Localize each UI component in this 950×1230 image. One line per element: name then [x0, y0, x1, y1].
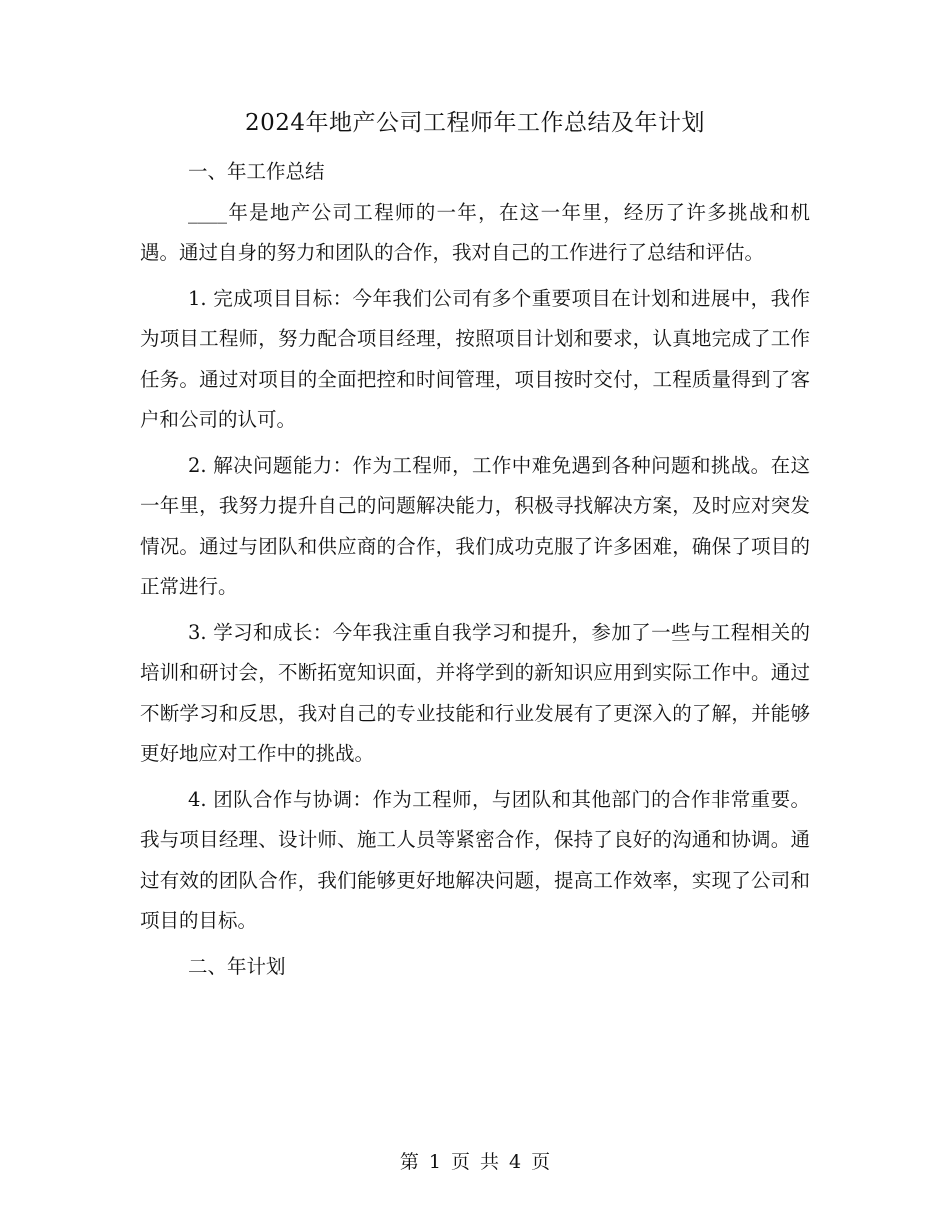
- list-item: 3. 学习和成长：今年我注重自我学习和提升，参加了一些与工程相关的培训和研讨会，不断拓宽知识面，并将学到的新知识应用到实际工作中。通过不断学习和反思，我对自己的专业技能和行业发展有了更深入的了解，并能够更好地应对工作中的挑战。: [140, 620, 810, 765]
- section-heading-summary: 一、年工作总结: [188, 160, 325, 183]
- section-heading-plan: 二、年计划: [188, 954, 286, 978]
- list-item: 1. 完成项目目标：今年我们公司有多个重要项目在计划和进展中，我作为项目工程师，努力配合项目经理，按照项目计划和要求，认真地完成了工作任务。通过对项目的全面把控和时间管理，项目按时交付，工程质量得到了客户和公司的认可。: [140, 286, 810, 431]
- list-item: 2. 解决问题能力：作为工程师，工作中难免遇到各种问题和挑战。在这一年里，我努力提升自己的问题解决能力，积极寻找解决方案，及时应对突发情况。通过与团队和供应商的合作，我们成功克服了许多困难，确保了项目的正常进行。: [140, 453, 810, 598]
- list-item: 4. 团队合作与协调：作为工程师，与团队和其他部门的合作非常重要。我与项目经理、设计师、施工人员等紧密合作，保持了良好的沟通和协调。通过有效的团队合作，我们能够更好地解决问题，提高工作效率，实现了公司和项目的目标。: [140, 787, 810, 932]
- document-body: [140, 152, 810, 987]
- page-number: 第 1 页 共 4 页: [399, 1151, 551, 1173]
- intro-paragraph: ____年是地产公司工程师的一年，在这一年里，经历了许多挑战和机遇。通过自身的努力和团队的合作，我对自己的工作进行了总结和评估。: [140, 200, 810, 264]
- document-title: 2024年地产公司工程师年工作总结及年计划: [244, 110, 706, 136]
